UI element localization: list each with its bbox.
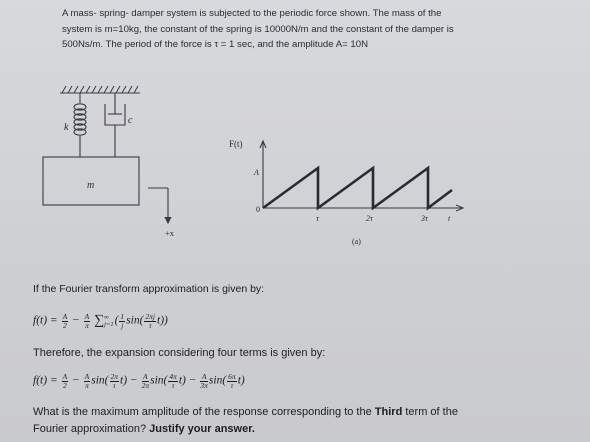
- tick-label-3tau: 3τ: [421, 214, 428, 223]
- fourier-series-formula: f(t) = $\frac{A}{2}$ − $\frac{A}{\pi}$ ∑ ∞ j=1 ( $\frac{1}{j}$ sin( $\frac{2\pi j}{\tau}$ t)): [33, 312, 168, 330]
- tick-label-2tau: 2τ: [366, 214, 373, 223]
- time-axis-label: t: [448, 214, 451, 223]
- tick-label-tau: τ: [316, 214, 319, 223]
- therefore-text: Therefore, the expansion considering four terms is given by:: [33, 347, 326, 359]
- sawtooth-signal: [263, 168, 452, 208]
- problem-line-3: 500Ns/m. The period of the force is τ = 1 sec, and the amplitude A= 10N: [62, 39, 368, 50]
- four-term-expansion: f(t) = $\frac{A}{2}$ − $\frac{A}{\pi}$ sin( $\frac{2\pi}{\tau}$ t) − $\frac{A}{2\pi}$ sin( $\frac{4\pi}{\tau}$ t) − $\frac{A}{3\pi}$ sin( $\frac{6\pi}{\tau}$ t): [33, 372, 245, 390]
- damper-icon: [105, 93, 125, 157]
- problem-line-1: A mass- spring- damper system is subjected to the periodic force shown. The mass of the: [62, 8, 442, 19]
- displacement-label: +x: [165, 228, 175, 238]
- mass-label: m: [87, 180, 95, 191]
- question-text: What is the maximum amplitude of the response corresponding to the Third term of the Fourier approximation? Justify your answer.: [33, 406, 458, 435]
- spring-icon: [74, 93, 86, 157]
- fourier-intro: If the Fourier transform approximation is given by:: [33, 283, 265, 295]
- figure-caption: (a): [352, 237, 361, 246]
- origin-label: 0: [256, 205, 260, 214]
- spring-label: k: [64, 122, 69, 133]
- damper-label: c: [128, 115, 133, 126]
- displacement-arrow-icon: [148, 188, 171, 223]
- force-axis-label: F(t): [229, 139, 243, 149]
- problem-line-2: system is m=10kg, the constant of the spring is 10000N/m and the constant of the damper is: [62, 23, 454, 35]
- ceiling-support: [60, 86, 140, 93]
- amplitude-label: A: [254, 168, 259, 177]
